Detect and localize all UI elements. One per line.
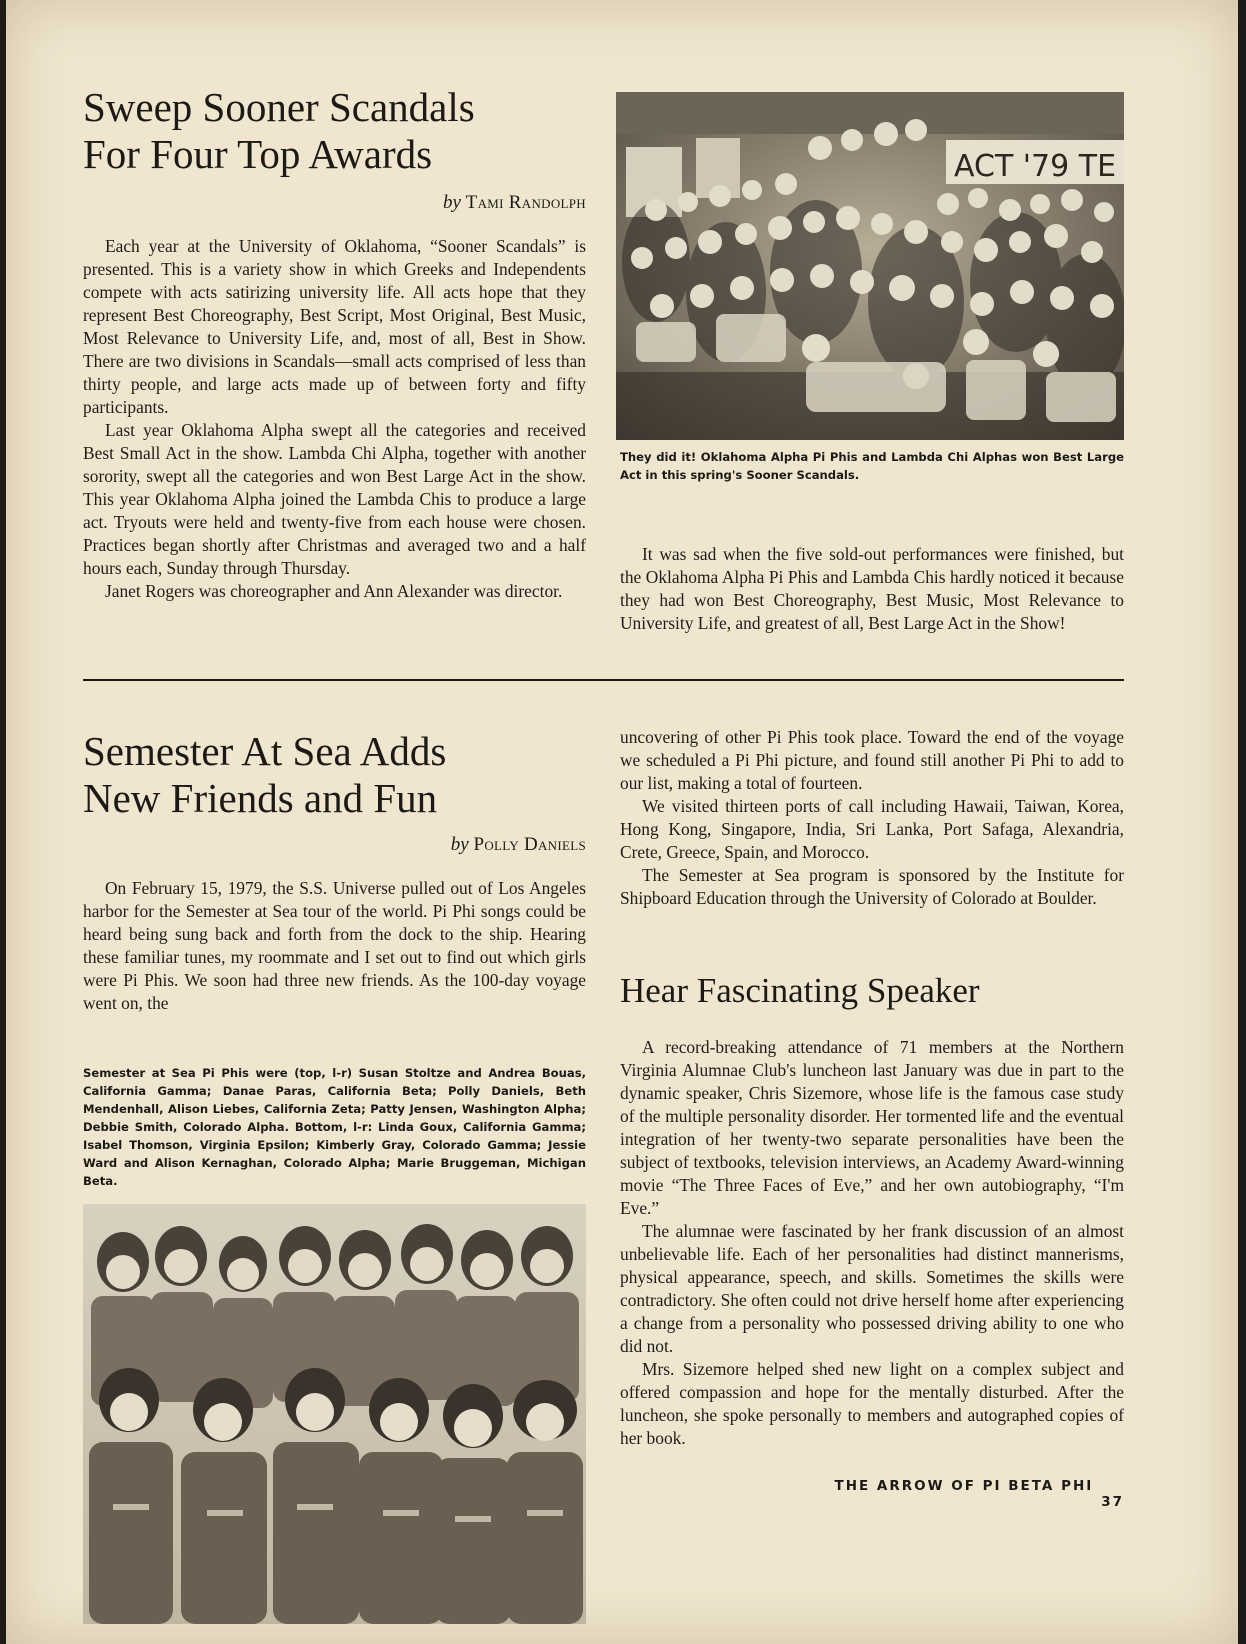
article2-headline-line2: New Friends and Fun <box>83 775 438 821</box>
scandals-photo-caption: They did it! Oklahoma Alpha Pi Phis and Lambda Chi Alphas won Best Large Act in this spring's Sooner Scandals. <box>620 450 1124 482</box>
article2-author: Polly Daniels <box>473 834 586 855</box>
article1-byline <box>346 192 586 214</box>
article2-paragraph-4: The Semester at Sea program is sponsored by the Institute for Shipboard Education through the University of Colorado at Boulder. <box>620 865 1124 908</box>
semester-at-sea-photo-art <box>83 1204 586 1624</box>
article2-body-left <box>83 877 586 1015</box>
article2-byline <box>346 834 586 856</box>
article1-body-right <box>620 543 1124 635</box>
section-divider <box>83 679 1124 681</box>
article1-paragraph-3: Janet Rogers was choreographer and Ann Alexander was director. <box>105 581 563 601</box>
article3-paragraph-1: A record-breaking attendance of 71 members at the Northern Virginia Alumnae Club's luncheon last January was due in part to the dynamic speaker, Chris Sizemore, whose life is the famous case study of the multiple personality disorder. Her tormented life and the eventual integration of her twenty-two separate personalities have been the subject of textbooks, television interviews, an Academy Award-winning movie “The Three Faces of Eve,” and her own autobiography, “I'm Eve.” <box>620 1037 1124 1218</box>
publication-name: THE ARROW OF PI BETA PHI <box>834 1478 1094 1494</box>
article1-paragraph-1: Each year at the University of Oklahoma, “Sooner Scandals” is presented. This is a variety show in which Greeks and Independents compete with acts satirizing university life. All acts hope that they represent Best Choreography, Best Script, Most Original, Best Music, Most Relevance to University Life, and, most of all, Best in Show. There are two divisions in Scandals—small acts comprised of less than thirty people, and large acts made up of between forty and fifty participants. <box>83 236 586 417</box>
article2-headline <box>83 728 603 822</box>
page-footer <box>826 1478 1124 1510</box>
article1-body-left <box>83 235 586 603</box>
semester-photo-caption: Semester at Sea Pi Phis were (top, l-r) Susan Stoltze and Andrea Bouas, California Gamma; Danae Paras, California Beta; Polly Daniels, Beth Mendenhall, Alison Liebes, California Zeta; Patty Jensen, Washington Alpha; Debbie Smith, Colorado Alpha. Bottom, l-r: Linda Goux, California Gamma; Isabel Thomson, Virginia Epsilon; Kimberly Gray, Colorado Gamma; Jessie Ward and Alison Kernaghan, Colorado Alpha; Marie Bruggeman, Michigan Beta. <box>83 1066 586 1188</box>
article2-paragraph-2: uncovering of other Pi Phis took place. Toward the end of the voyage we scheduled a Pi Phi picture, and found still another Pi Phi to add to our list, making a total of fourteen. <box>620 727 1124 793</box>
article1-author: Tami Randolph <box>465 192 586 213</box>
article2-byline-by: by <box>450 834 469 855</box>
article3-body <box>620 1036 1124 1450</box>
photo-banner-text: ACT '79 TE <box>954 149 1117 184</box>
article1-headline-line2: For Four Top Awards <box>83 131 433 177</box>
magazine-page <box>6 0 1238 1644</box>
article1-paragraph-4: It was sad when the five sold-out performances were finished, but the Oklahoma Alpha Pi Phis and Lambda Chis hardly noticed it because they had won Best Choreography, Best Music, Most Relevance to University Life, and greatest of all, Best Large Act in the Show! <box>620 544 1124 633</box>
article3-paragraph-3: Mrs. Sizemore helped shed new light on a complex subject and offered compassion and hope for the mentally disturbed. After the luncheon, she spoke personally to members and autographed copies of her book. <box>620 1359 1124 1448</box>
scandals-group-photo <box>616 92 1124 440</box>
article2-paragraph-3: We visited thirteen ports of call including Hawaii, Taiwan, Korea, Hong Kong, Singapore, India, Sri Lanka, Port Safaga, Alexandria, Crete, Greece, Spain, and Morocco. <box>620 796 1124 862</box>
semester-at-sea-photo <box>83 1204 586 1624</box>
page-number: 37 <box>1101 1494 1124 1510</box>
article2-body-right <box>620 726 1124 910</box>
scandals-group-photo-art <box>616 92 1124 440</box>
article3-headline: Hear Fascinating Speaker <box>620 971 980 1010</box>
article1-paragraph-2: Last year Oklahoma Alpha swept all the categories and received Best Small Act in the show. Lambda Chi Alpha, together with another sorority, swept all the categories and won Best Large Act in the show. This year Oklahoma Alpha joined the Lambda Chis to produce a large act. Tryouts were held and twenty-five from each house were chosen. Practices began shortly after Christmas and averaged two and a half hours each, Sunday through Thursday. <box>83 420 586 578</box>
article1-byline-by: by <box>442 192 461 213</box>
article2-headline-line1: Semester At Sea Adds <box>83 728 447 774</box>
article2-paragraph-1: On February 15, 1979, the S.S. Universe pulled out of Los Angeles harbor for the Semester at Sea tour of the world. Pi Phi songs could be heard being sung back and forth from the dock to the ship. Hearing these familiar tunes, my roommate and I set out to find out which girls were Pi Phis. We soon had three new friends. As the 100-day voyage went on, the <box>83 878 586 1013</box>
article3-paragraph-2: The alumnae were fascinated by her frank discussion of an almost unbelievable life. Each of her personalities had distinct mannerisms, physical appearance, speech, and skills. Sometimes the skills were contradictory. She often could not drive herself home after experiencing a change from a personality who possessed driving ability to one who did not. <box>620 1221 1124 1356</box>
article1-headline-line1: Sweep Sooner Scandals <box>83 84 475 130</box>
article1-headline <box>83 84 603 178</box>
